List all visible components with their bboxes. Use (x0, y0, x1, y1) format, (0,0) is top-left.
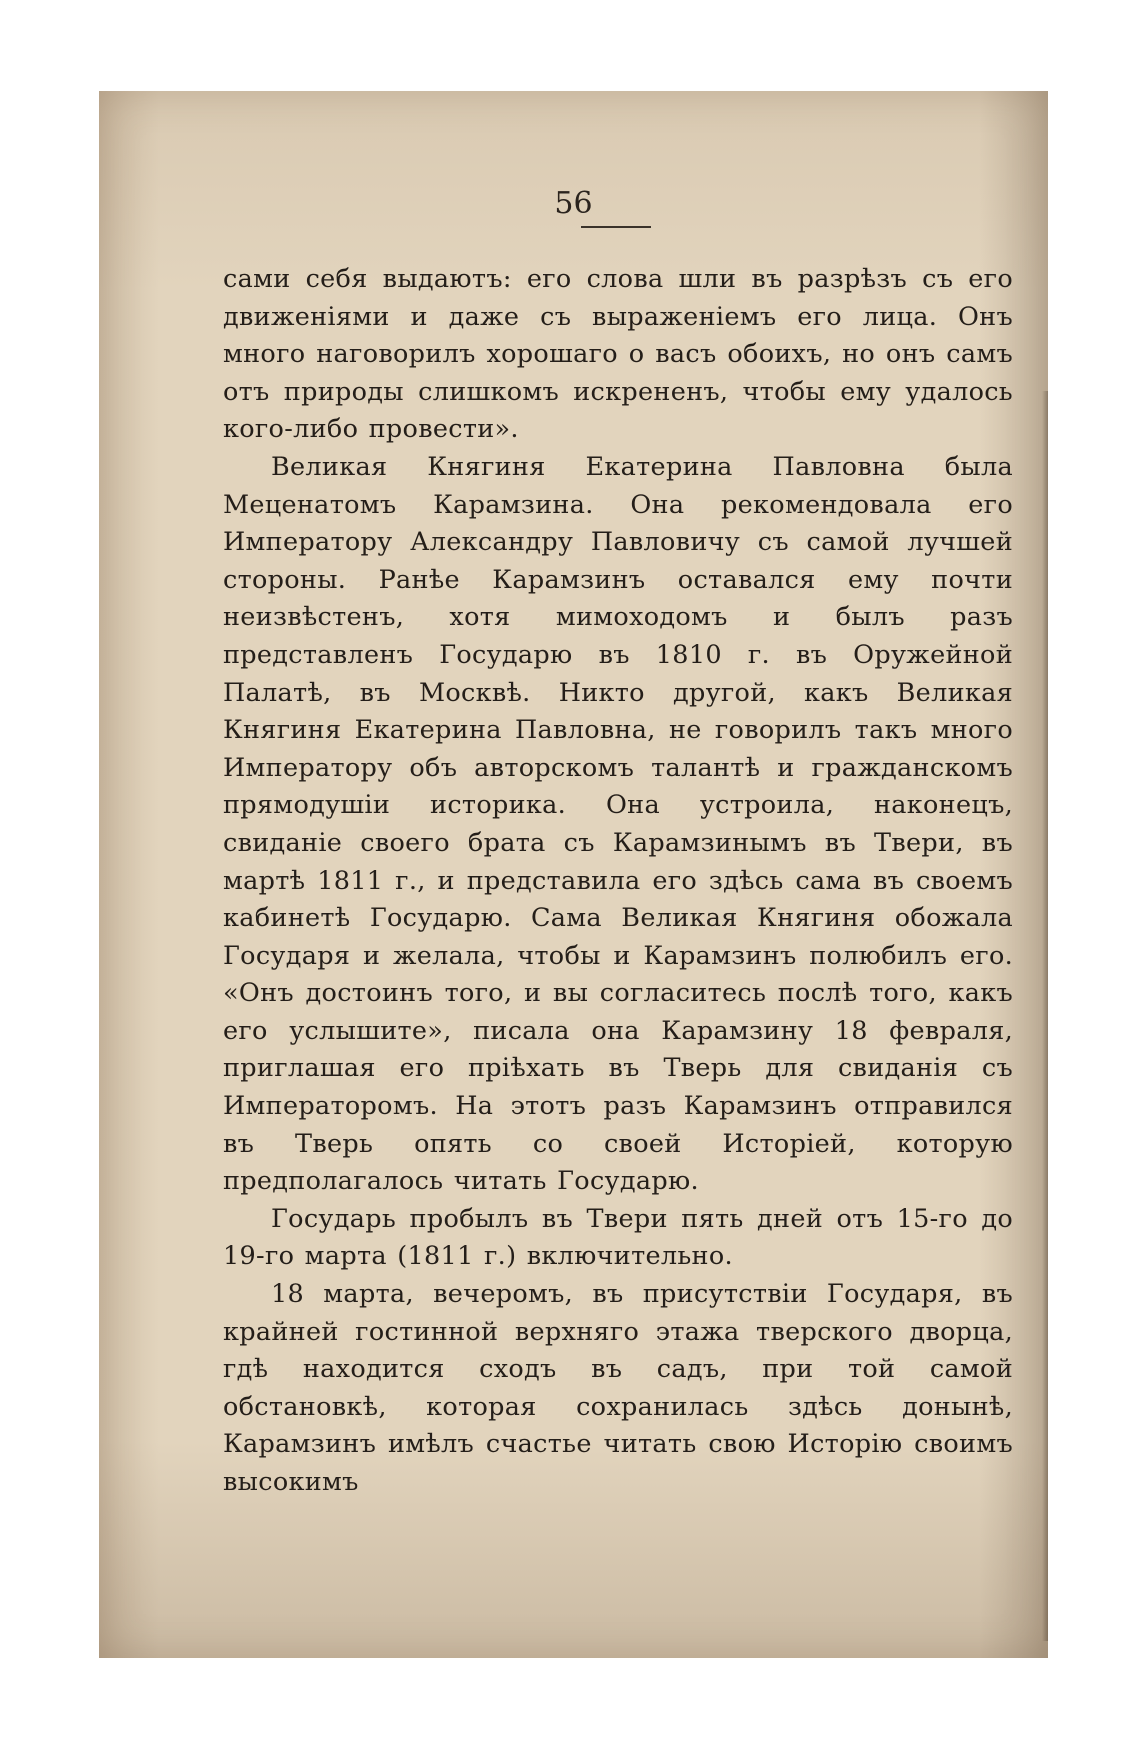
scanned-page (99, 91, 1048, 1658)
page-number-underline (581, 226, 651, 228)
paragraph-1: сами себя выдаютъ: его слова шли въ разрѣзъ съ его движеніями и даже съ выраженіемъ его лица. Онъ много наговорилъ хорошаго о васъ обоихъ, но онъ самъ отъ природы слишкомъ искрененъ, чтобы ему удалось кого-либо провести». (223, 264, 1013, 445)
page-number: 56 (554, 186, 593, 221)
paragraph-4: 18 марта, вечеромъ, въ присутствіи Государя, въ крайней гостинной верхняго этажа тверского дворца, гдѣ находится сходъ въ садъ, при той самой обстановкѣ, которая сохранилась здѣсь донынѣ, Карамзинъ имѣлъ счастье читать свою Исторію своимъ высокимъ (223, 1279, 1013, 1497)
page-edge-shadow (1042, 391, 1048, 1641)
body-text (223, 261, 1013, 1502)
paragraph-2: Великая Княгиня Екатерина Павловна была Меценатомъ Карамзина. Она рекомендовала его Императору Александру Павловичу съ самой лучшей стороны. Ранѣе Карамзинъ оставался ему почти неизвѣстенъ, хотя мимоходомъ и былъ разъ представленъ Государю въ 1810 г. въ Оружейной Палатѣ, въ Москвѣ. Никто другой, какъ Великая Княгиня Екатерина Павловна, не говорилъ такъ много Императору объ авторскомъ талантѣ и гражданскомъ прямодушіи историка. Она устроила, наконецъ, свиданіе своего брата съ Карамзинымъ въ Твери, въ мартѣ 1811 г., и представила его здѣсь сама въ своемъ кабинетѣ Государю. Сама Великая Княгиня обожала Государя и желала, чтобы и Карамзинъ полюбилъ его. «Онъ достоинъ того, и вы согласитесь послѣ того, какъ его услышите», писала она Карамзину 18 февраля, приглашая его пріѣхать въ Тверь для свиданія съ Императоромъ. На этотъ разъ Карамзинъ отправился въ Тверь опять со своей Исторіей, которую предполагалось читать Государю. (223, 451, 1013, 1197)
paragraph-3: Государь пробылъ въ Твери пять дней отъ 15-го до 19-го марта (1811 г.) включительно. (223, 1203, 1013, 1272)
